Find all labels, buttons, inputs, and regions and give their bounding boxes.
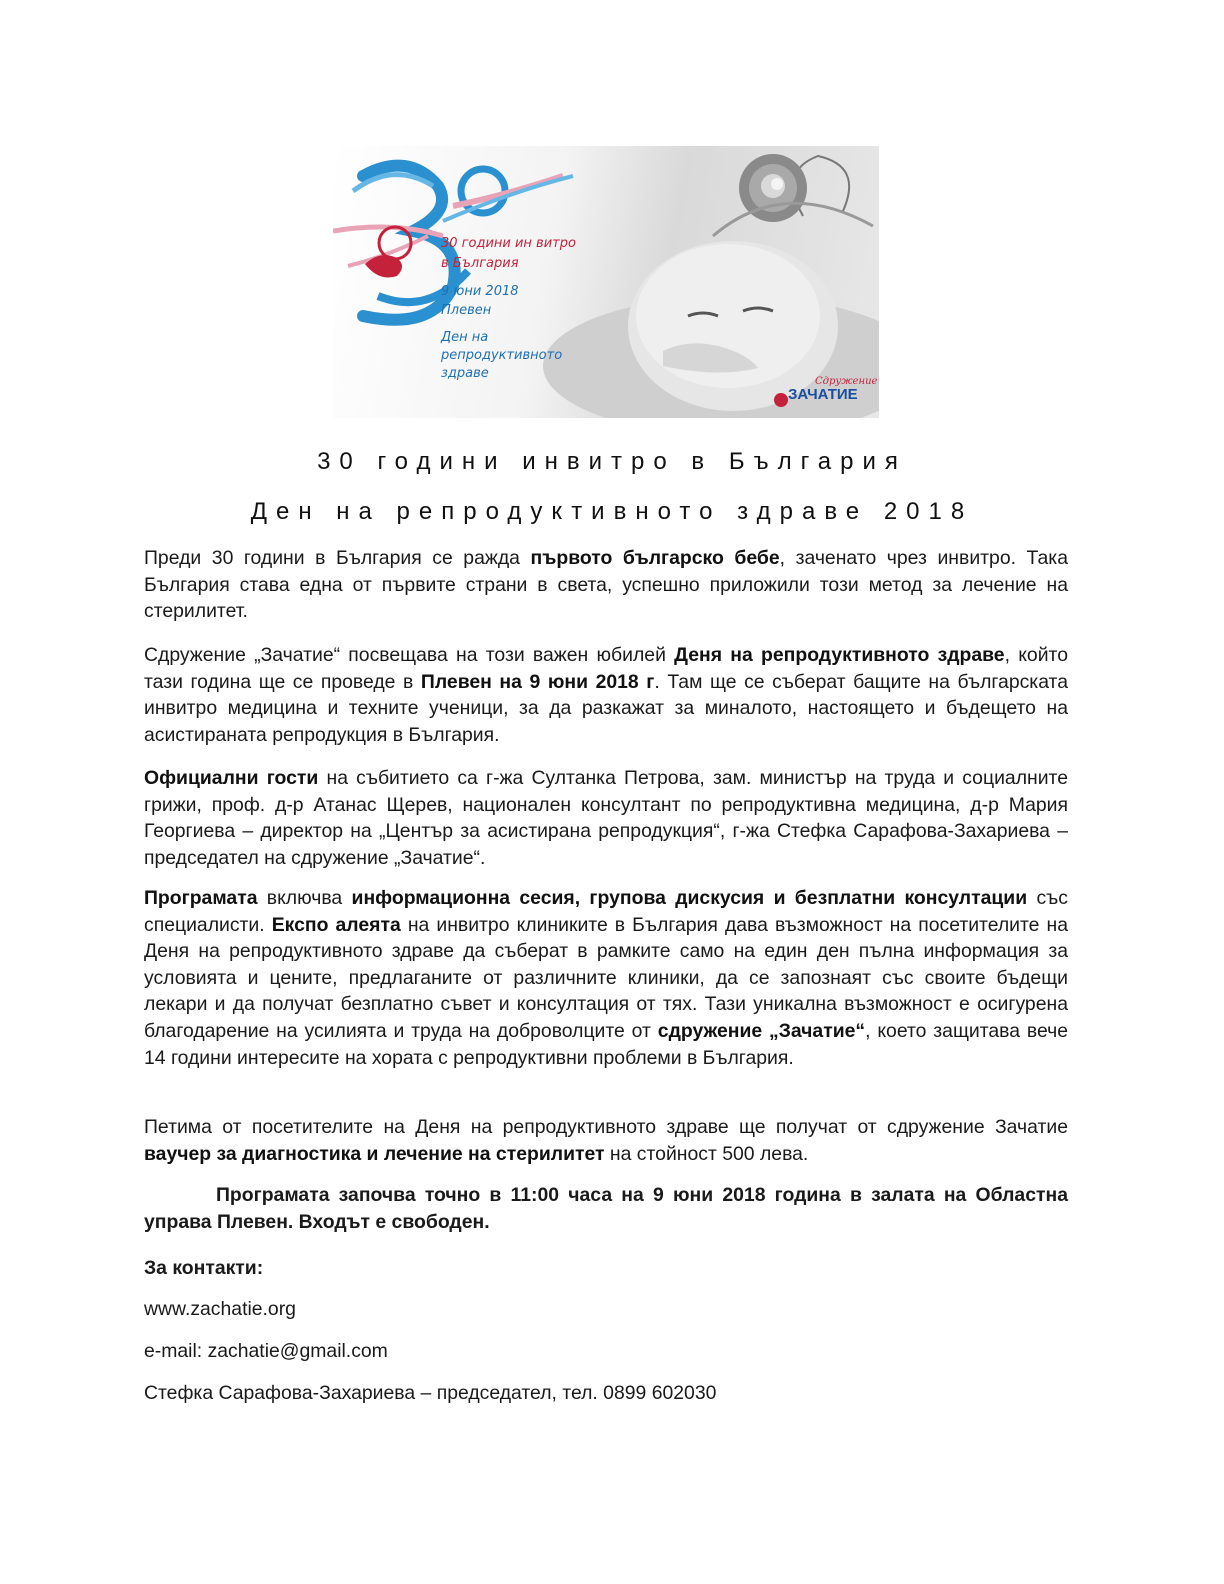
paragraph-program xyxy=(144,885,1068,1071)
p1-bold: първото българско бебе xyxy=(530,547,780,569)
p2-text-c: , който тази година ще се проведе в xyxy=(144,644,1068,693)
p2-text-e: . Там ще се съберат бащите на българската инвитро медицина и техните ученици, за да разкажат за миналото, настоящето и бъдещето на асистираната репродукция в България. xyxy=(144,670,1069,746)
paragraph-intro xyxy=(144,545,1068,625)
paragraph-guests xyxy=(144,765,1068,871)
p4-text-f: на инвитро клиниките в България дава възможност на посетителите на Деня на репродуктивното здраве да съберат в рамките само на един ден пълна информация за условията и цените, предлаганите от различните клиники, да се запознаят със своите бъдещи лекари и да получат безплатно съвет и консултация от тях. Тази уникална възможност е осигурена благодарение на усилията и труда на доброволците от xyxy=(144,913,1069,1042)
banner-artwork xyxy=(333,146,879,418)
paragraph-voucher xyxy=(144,1114,1068,1167)
p1-text-a: Преди 30 години в България се ражда xyxy=(144,547,531,569)
banner-event-line-2: репродуктивното xyxy=(441,348,563,363)
p4-text-h: , което защитава вече 14 години интересите на хората с репродуктивни проблеми в България. xyxy=(144,1019,1068,1069)
brand-script-text: Сдружение xyxy=(815,376,878,387)
p3-bold-a: Официални гости xyxy=(144,767,319,789)
p2-bold-d: Плевен на 9 юни 2018 г xyxy=(420,670,655,693)
p5-text-a: Петима от посетителите на Деня на репродуктивното здраве ще получат от сдружение Зачатие xyxy=(144,1116,1068,1138)
banner-event-line-1: Ден на xyxy=(441,330,489,345)
contacts-website-link[interactable]: www.zachatie.org xyxy=(144,1298,296,1320)
p4-text-b: включва xyxy=(257,887,352,909)
p5-bold-b: ваучер за диагностика и лечение на стерилитет xyxy=(144,1142,605,1165)
banner-event-line-3: здраве xyxy=(441,366,489,381)
banner-date: 9 юни 2018 xyxy=(441,284,519,299)
contacts-person: Стефка Сарафова-Захариева – председател, тел. 0899 602030 xyxy=(144,1382,717,1404)
banner-line-2: в България xyxy=(441,256,519,271)
p2-text-a: Сдружение „Зачатие“ посвещава на този важен юбилей xyxy=(144,644,675,666)
p2-bold-b: Деня на репродуктивното здраве xyxy=(674,644,1005,666)
p4-bold-a: Програмата xyxy=(144,887,258,909)
p3-text-b: на събитието са г-жа Султанка Петрова, зам. министър на труда и социалните грижи, проф. д-р Атанас Щерев, национален консултант по репродуктивна медицина, д-р Мария Георгиева – директор на „Център за асистирана репродукция“, г-жа Стефка Сарафова-Захариева – председател на сдружение „Зачатие“. xyxy=(144,767,1068,869)
banner-city: Плевен xyxy=(441,303,492,318)
p4-bold-c: информационна сесия, групова дискусия и безплатни консултации xyxy=(351,887,1028,909)
p4-text-d: със специалисти. xyxy=(144,887,1068,936)
p4-bold-e: Експо алеята xyxy=(271,913,401,936)
paragraph-event xyxy=(144,642,1068,748)
document-subtitle: Ден на репродуктивното здраве 2018 xyxy=(250,498,974,525)
contacts-email[interactable]: e-mail: zachatie@gmail.com xyxy=(144,1340,388,1362)
paragraph-schedule: Програмата започва точно в 11:00 часа на 9 юни 2018 година в залата на Областна управа Плевен. Входът е свободен. xyxy=(144,1184,1068,1233)
event-banner-image xyxy=(333,146,879,418)
banner-line-1: 30 години ин витро xyxy=(441,236,576,251)
document-title: 30 години инвитро в България xyxy=(317,448,907,475)
p1-text-c: , заченато чрез инвитро. Така България става една от първите страни в света, успешно приложили този метод за лечение на стерилитет. xyxy=(144,547,1068,623)
contacts-heading: За контакти: xyxy=(144,1257,264,1279)
p5-text-c: на стойност 500 лева. xyxy=(604,1142,809,1165)
brand-logo-text: ЗАЧАТИЕ xyxy=(788,386,858,403)
p4-bold-g: сдружение „Зачатие“ xyxy=(657,1019,866,1042)
